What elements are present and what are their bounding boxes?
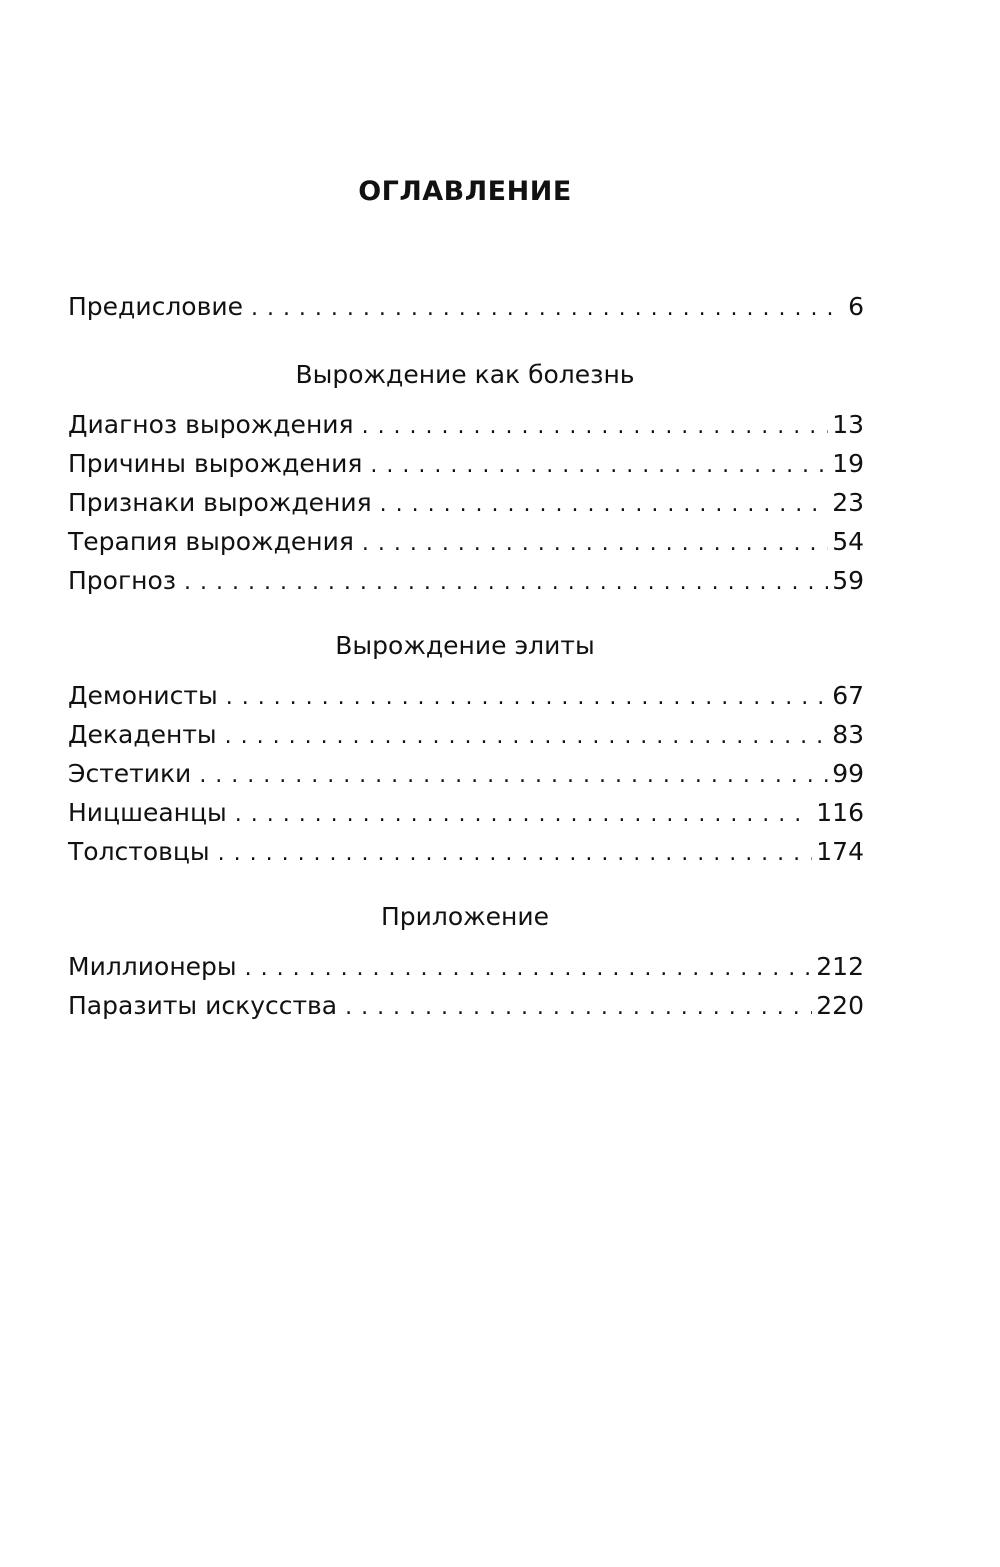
page-title: ОГЛАВЛЕНИЕ: [358, 176, 572, 207]
section-heading: Приложение: [380, 902, 550, 931]
toc-entry-label: Причины вырождения: [68, 449, 363, 478]
toc-entry-preface[interactable]: [68, 290, 864, 324]
toc-entry-page: 13: [832, 410, 864, 439]
dot-leader: [370, 449, 828, 483]
dot-leader: [345, 991, 812, 1025]
toc-entry[interactable]: [68, 835, 864, 869]
dot-leader: [226, 681, 828, 715]
toc-entry[interactable]: [68, 525, 864, 559]
dot-leader: [199, 759, 828, 793]
dot-leader: [362, 527, 828, 561]
toc-entry-page: 6: [848, 292, 864, 321]
section-heading: Вырождение элиты: [335, 631, 595, 660]
toc-entry-label: Эстетики: [68, 759, 192, 788]
dot-leader: [380, 488, 829, 522]
toc-entry-label: Диагноз вырождения: [68, 410, 354, 439]
toc-entry-page: 54: [832, 527, 864, 556]
toc-entry-page: 19: [832, 449, 864, 478]
toc-entry[interactable]: [68, 989, 864, 1023]
dot-leader: [218, 837, 813, 871]
dot-leader: [362, 410, 829, 444]
toc-entry-page: 99: [832, 759, 864, 788]
toc-entry-label: Предисловие: [68, 292, 243, 321]
toc-entry-page: 67: [832, 681, 864, 710]
dot-leader: [251, 292, 844, 326]
toc-entry-label: Демонисты: [68, 681, 218, 710]
toc-entry-page: 116: [816, 798, 864, 827]
toc-entry[interactable]: [68, 718, 864, 752]
toc-entry[interactable]: [68, 408, 864, 442]
toc-entry-page: 174: [816, 837, 864, 866]
toc-entry[interactable]: [68, 757, 864, 791]
toc-entry[interactable]: [68, 486, 864, 520]
toc-entry-label: Ницшеанцы: [68, 798, 227, 827]
toc-entry-page: 59: [832, 566, 864, 595]
dot-leader: [225, 720, 829, 754]
toc-entry-label: Прогноз: [68, 566, 177, 595]
toc-entry-label: Терапия вырождения: [68, 527, 354, 556]
section-heading: Вырождение как болезнь: [295, 360, 635, 389]
dot-leader: [184, 566, 828, 600]
toc-entry-page: 83: [832, 720, 864, 749]
toc-entry-page: 23: [832, 488, 864, 517]
toc-entry[interactable]: [68, 564, 864, 598]
toc-entry-label: Декаденты: [68, 720, 217, 749]
toc-entry[interactable]: [68, 447, 864, 481]
toc-entry-label: Признаки вырождения: [68, 488, 372, 517]
toc-entry[interactable]: [68, 796, 864, 830]
toc-entry-page: 212: [816, 952, 864, 981]
dot-leader: [245, 952, 813, 986]
toc-entry-label: Толстовцы: [68, 837, 210, 866]
toc-entry-label: Миллионеры: [68, 952, 237, 981]
toc-entry-label: Паразиты искусства: [68, 991, 338, 1020]
dot-leader: [235, 798, 813, 832]
toc-entry[interactable]: [68, 950, 864, 984]
toc-entry[interactable]: [68, 679, 864, 713]
toc-entry-page: 220: [816, 991, 864, 1020]
